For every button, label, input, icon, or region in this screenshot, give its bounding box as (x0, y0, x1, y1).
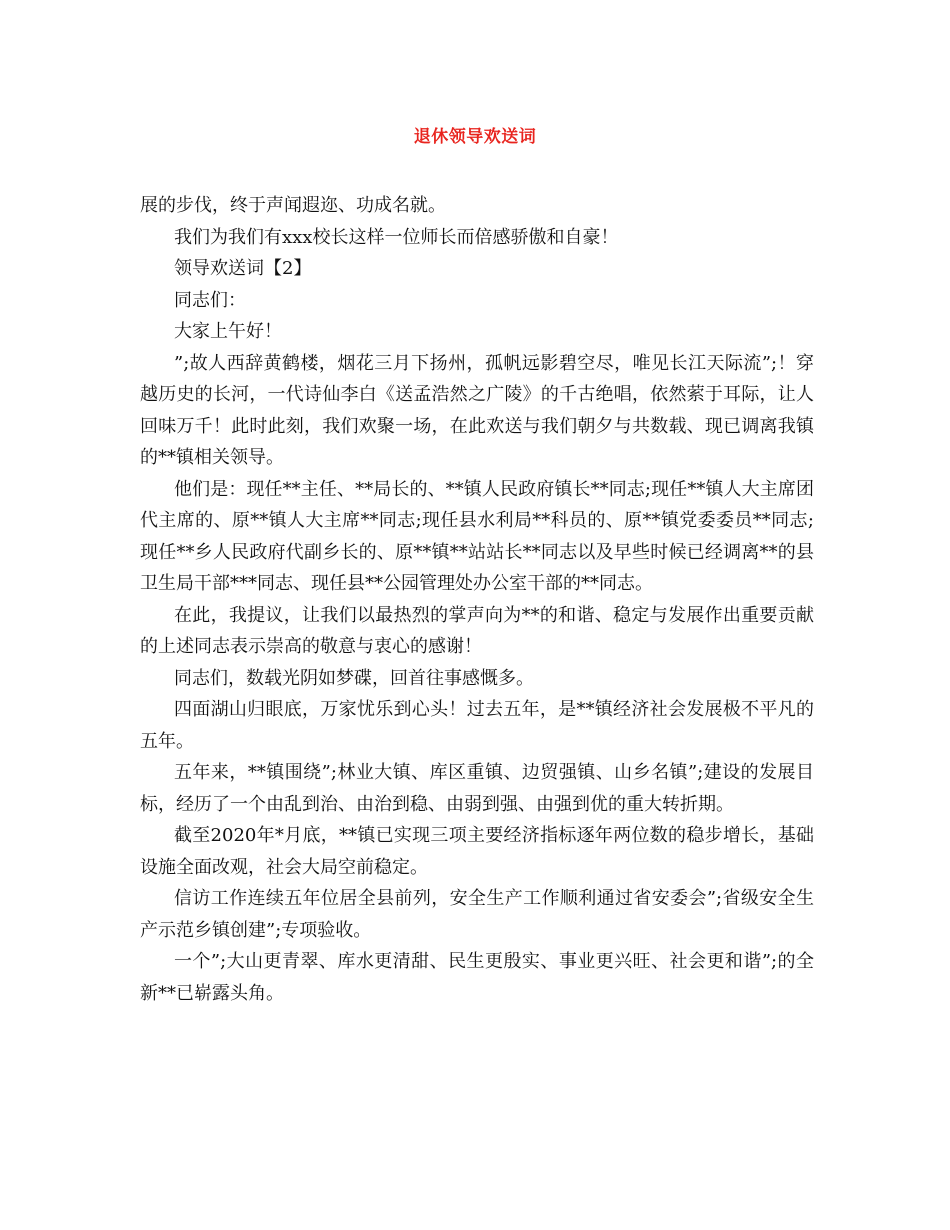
paragraph: 五年来，**镇围绕”;林业大镇、库区重镇、边贸强镇、山乡名镇”;建设的发展目标，经历了一个由乱到治、由治到稳、由弱到强、由强到优的重大转折期。 (140, 762, 814, 815)
paragraph: 我们为我们有xxx校长这样一位师长而倍感骄傲和自豪！ (174, 226, 619, 248)
document-title: 退休领导欢送词 (413, 127, 537, 147)
paragraph: 展的步伐，终于声闻遐迩、功成名就。 (140, 195, 446, 216)
paragraph: 四面湖山归眼底，万家忧乐到心头！过去五年，是**镇经济社会发展极不平凡的五年。 (140, 699, 814, 752)
paragraph: ”;故人西辞黄鹤楼，烟花三月下扬州，孤帆远影碧空尽，唯见长江天际流”;！穿越历史的长河，一代诗仙李白《送孟浩然之广陵》的千古绝唱，依然萦于耳际，让人回味万千！此时此刻，我们欢聚一场，在此欢送与我们朝夕与共数载、现已调离我镇的**镇相关领导。 (140, 352, 814, 468)
salutation: 同志们： (174, 289, 246, 311)
paragraph: 在此，我提议，让我们以最热烈的掌声向为**的和谐、稳定与发展作出重要贡献的上述同志表示崇高的敬意与衷心的感谢！ (140, 604, 814, 657)
paragraph: 一个”;大山更青翠、库水更清甜、民生更殷实、事业更兴旺、社会更和谐”;的全新**已崭露头角。 (140, 951, 814, 1004)
paragraph: 他们是：现任**主任、**局长的、**镇人民政府镇长**同志;现任**镇人大主席团代主席的、原**镇人大主席**同志;现任县水利局**科员的、原**镇党委委员**同志;现任**乡人民政府代副乡长的、原**镇**站站长**同志以及早些时候已经调离**的县卫生局干部***同志、现任县**公园管理处办公室干部的**同志。 (140, 478, 814, 594)
section-heading: 领导欢送词【2】 (174, 258, 312, 279)
paragraph: 同志们，数载光阴如梦碟，回首往事感慨多。 (174, 667, 534, 689)
paragraph: 信访工作连续五年位居全县前列，安全生产工作顺利通过省安委会”;省级安全生产示范乡镇创建”;专项验收。 (140, 888, 814, 941)
greeting: 大家上午好！ (174, 321, 282, 342)
document-body (140, 190, 814, 1009)
paragraph: 截至2020年*月底，**镇已实现三项主要经济指标逐年两位数的稳步增长，基础设施全面改观，社会大局空前稳定。 (140, 825, 814, 878)
